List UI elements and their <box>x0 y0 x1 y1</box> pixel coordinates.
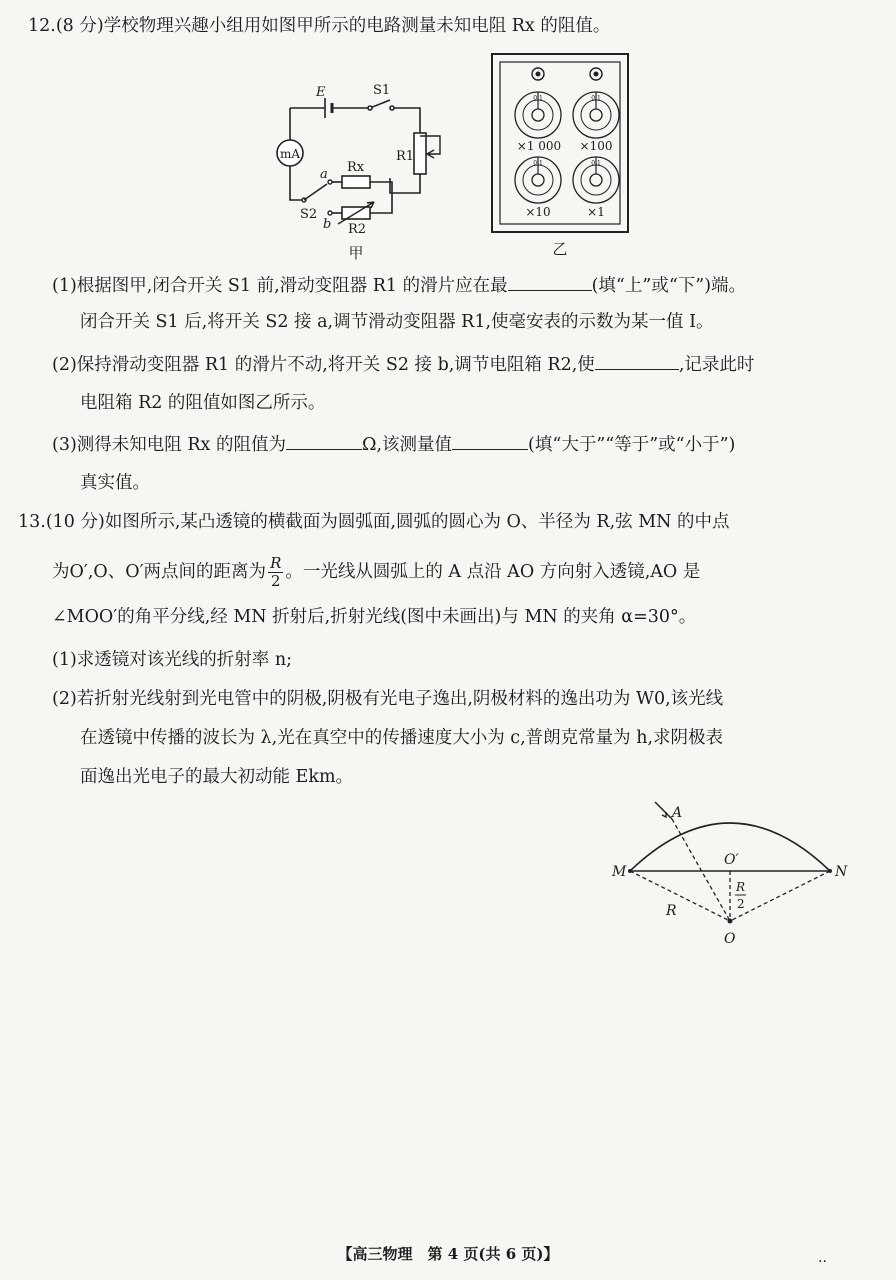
label-b: b <box>323 217 332 232</box>
line-no <box>730 871 830 921</box>
q12-part3-text: (3)测得未知电阻 Rx 的阻值为 <box>52 435 286 455</box>
label-o: O <box>724 931 736 947</box>
answer-blank-3[interactable] <box>286 431 362 450</box>
page-footer: 【高三物理 第 4 页(共 6 页)】 <box>337 1245 559 1263</box>
resistance-box-figure <box>490 52 632 262</box>
fig-a-caption: 甲 <box>348 244 364 262</box>
q13-line3: ∠MOO′的角平分线,经 MN 折射后,折射光线(图中未画出)与 MN 的夹角 α=30°。 <box>52 607 697 627</box>
incident-arrow-icon <box>662 812 666 817</box>
label-o-prime: O′ <box>724 852 739 868</box>
q13-line2-post: 。一光线从圆弧上的 A 点沿 AO 方向射入透镜,AO 是 <box>285 562 701 582</box>
fraction-numerator: R <box>270 554 282 572</box>
q12-part2-line2: 电阻箱 R2 的阻值如图乙所示。 <box>80 393 326 413</box>
q12-part3-tail: (填“大于”“等于”或“小于”) <box>528 435 736 455</box>
corner-mark: .. <box>818 1250 827 1266</box>
q12-stem <box>28 14 610 38</box>
label-half-den: 2 <box>737 897 745 911</box>
label-rx: Rx <box>347 160 365 175</box>
ma-label: mA <box>279 147 301 161</box>
q12-part2-text: (2)保持滑动变阻器 R1 的滑片不动,将开关 S2 接 b,调节电阻箱 R2,使 <box>52 355 595 375</box>
q13-part2-line2: 在透镜中传播的波长为 λ,光在真空中的传播速度大小为 c,普朗克常量为 h,求阴极表 <box>80 728 724 748</box>
label-n: N <box>835 864 848 880</box>
q12-stem-text: (8 分)学校物理兴趣小组用如图甲所示的电路测量未知电阻 Rx 的阻值。 <box>55 16 611 36</box>
label-m: M <box>612 864 627 880</box>
answer-blank-4[interactable] <box>452 431 528 450</box>
dial-label-x10: ×10 <box>525 205 551 219</box>
q12-part3-mid: Ω,该测量值 <box>361 435 453 455</box>
dial-label-x1000: ×1 000 <box>516 139 562 153</box>
fraction-denominator: 2 <box>270 572 281 590</box>
lens-diagram <box>600 795 860 955</box>
q12-part2-tail: ,记录此时 <box>678 355 755 375</box>
fig-b-caption: 乙 <box>552 240 568 258</box>
q12-part1-text: (1)根据图甲,闭合开关 S1 前,滑动变阻器 R1 的滑片应在最 <box>52 276 508 296</box>
q12-part1-line2: 闭合开关 S1 后,将开关 S2 接 a,调节滑动变阻器 R1,使毫安表的示数为某一值 I。 <box>80 312 714 332</box>
q12-part3-line1 <box>52 431 735 457</box>
svg-text:0 1: 0 1 <box>591 95 601 102</box>
dial-label-x1: ×1 <box>587 205 605 219</box>
ray-ao <box>672 819 730 921</box>
q13-part1: (1)求透镜对该光线的折射率 n; <box>52 650 293 670</box>
label-e: E <box>316 85 326 100</box>
label-s2: S2 <box>300 207 318 222</box>
answer-blank-2[interactable] <box>595 351 679 370</box>
resistor-rx <box>342 176 370 188</box>
q13-part2-line1: (2)若折射光线射到光电管中的阴极,阴极有光电子逸出,阴极材料的逸出功为 W0,该光线 <box>52 689 724 709</box>
q13-fraction <box>268 555 283 590</box>
dial-label-x100: ×100 <box>579 139 613 153</box>
q12-part2-line1 <box>52 351 754 377</box>
label-r1: R1 <box>396 149 415 164</box>
label-half-num: R <box>736 880 746 894</box>
label-r2: R2 <box>348 222 367 237</box>
q12-part1-tail: (填“上”或“下”)端。 <box>591 276 747 296</box>
svg-text:0 1: 0 1 <box>533 95 543 102</box>
answer-blank-1[interactable] <box>508 272 592 291</box>
q13-line2 <box>52 552 700 592</box>
svg-text:0 1: 0 1 <box>533 160 543 167</box>
label-s1: S1 <box>373 83 391 98</box>
svg-text:0 1: 0 1 <box>591 160 601 167</box>
label-a: a <box>320 167 328 182</box>
rheostat-r1 <box>414 133 426 174</box>
q12-number: 12. <box>28 16 56 36</box>
q13-line2-pre: 为O′,O、O′两点间的距离为 <box>52 562 267 582</box>
q12-part3-line2: 真实值。 <box>80 473 150 493</box>
q12-part1-line1 <box>52 272 746 298</box>
label-r: R <box>666 903 677 919</box>
q13-number: 13. <box>18 512 46 532</box>
circuit-diagram <box>270 78 450 263</box>
q13-line1 <box>18 510 730 534</box>
label-a-point: A <box>672 805 683 821</box>
q13-part2-line3: 面逸出光电子的最大初动能 Ekm。 <box>80 767 354 787</box>
q13-line1-text: (10 分)如图所示,某凸透镜的横截面为圆弧面,圆弧的圆心为 O、半径为 R,弦 MN 的中点 <box>45 512 730 532</box>
line-mo <box>630 871 730 921</box>
